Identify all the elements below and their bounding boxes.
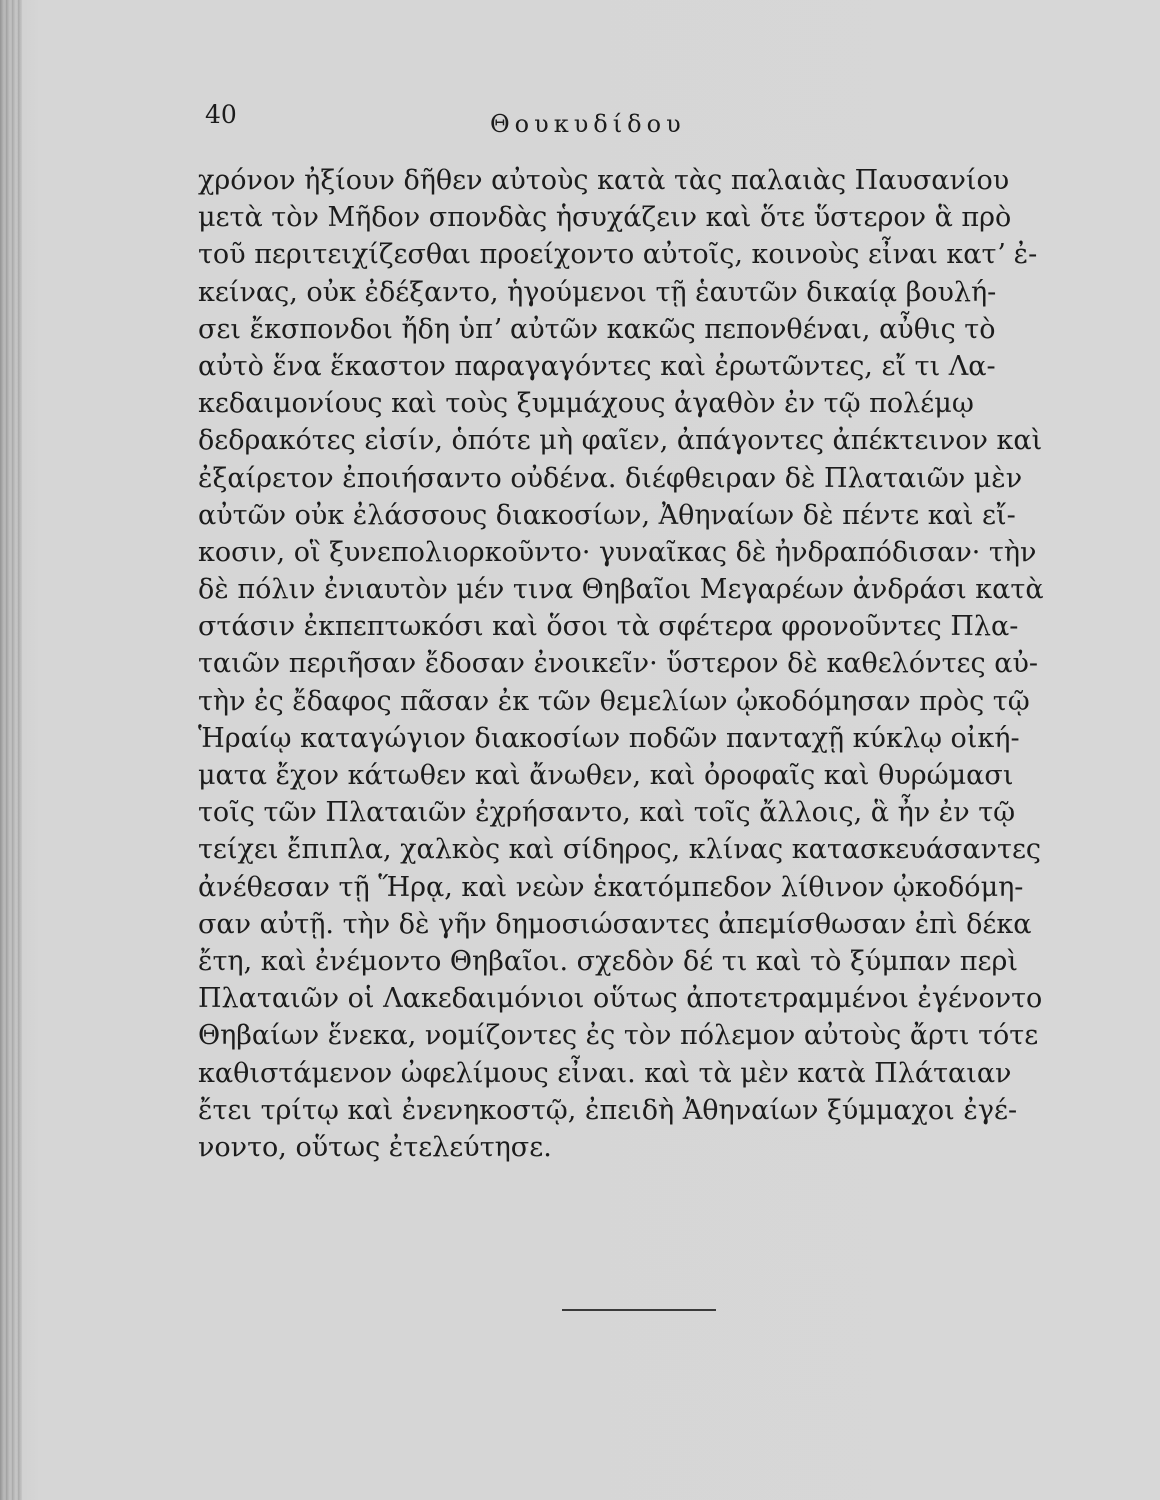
text-line: κοσιν, οἳ ξυνεπολιορκοῦντο· γυναῖκας δὲ ἠνδραπόδισαν· τὴν <box>198 536 1037 568</box>
page-edge <box>0 0 22 1500</box>
text-line: ἔτη, καὶ ἐνέμοντο Θηβαῖοι. σχεδὸν δέ τι καὶ τὸ ξύμπαν περὶ <box>198 945 1018 977</box>
end-rule <box>562 1309 716 1311</box>
text-line: Πλαταιῶν οἱ Λακεδαιμόνιοι οὕτως ἀποτετραμμένοι ἐγένοντο <box>198 983 1043 1015</box>
text-line: αὐτὸ ἕνα ἕκαστον παραγαγόντες καὶ ἐρωτῶντες, εἴ τι Λα- <box>198 350 996 382</box>
text-line: ἐξαίρετον ἐποιήσαντο οὐδένα. διέφθειραν δὲ Πλαταιῶν μὲν <box>198 462 1023 494</box>
text-line: αὐτῶν οὐκ ἐλάσσους διακοσίων, Ἀθηναίων δὲ πέντε καὶ εἴ- <box>198 499 1016 531</box>
text-line: μετὰ τὸν Μῆδον σπονδὰς ἡσυχάζειν καὶ ὅτε ὕστερον ἃ πρὸ <box>198 202 1012 234</box>
text-line: τοῦ περιτειχίζεσθαι προείχοντο αὐτοῖς, κοινοὺς εἶναι κατʼ ἐ- <box>198 239 1038 271</box>
text-line: Θηβαίων ἕνεκα, νομίζοντες ἐς τὸν πόλεμον αὐτοὺς ἄρτι τότε <box>198 1020 1039 1052</box>
text-line: ἀνέθεσαν τῇ Ἥρᾳ, καὶ νεὼν ἑκατόμπεδον λίθινον ᾠκοδόμη- <box>198 871 1024 903</box>
text-line: τείχει ἔπιπλα, χαλκὸς καὶ σίδηρος, κλίνας κατασκευάσαντες <box>198 834 1042 866</box>
text-line: στάσιν ἐκπεπτωκόσι καὶ ὅσοι τὰ σφέτερα φρονοῦντες Πλα- <box>198 611 1019 643</box>
text-line: ταιῶν περιῆσαν ἔδοσαν ἐνοικεῖν· ὕστερον δὲ καθελόντες αὐ- <box>198 648 1038 680</box>
text-line: σαν αὐτῇ. τὴν δὲ γῆν δημοσιώσαντες ἀπεμίσθωσαν ἐπὶ δέκα <box>198 908 1032 940</box>
text-line: σει ἔκσπονδοι ἤδη ὑπʼ αὐτῶν κακῶς πεπονθέναι, αὖθις τὸ <box>198 313 996 345</box>
text-line: Ἡραίῳ καταγώγιον διακοσίων ποδῶν πανταχῇ κύκλῳ οἰκή- <box>198 722 1020 754</box>
page-number: 40 <box>205 100 237 129</box>
text-line: ἔτει τρίτῳ καὶ ἐνενηκοστῷ, ἐπειδὴ Ἀθηναίων ξύμμαχοι ἐγέ- <box>198 1094 1018 1126</box>
text-line: δεδρακότες εἰσίν, ὁπότε μὴ φαῖεν, ἀπάγοντες ἀπέκτεινον καὶ <box>198 425 1043 457</box>
body-text <box>198 162 1044 1166</box>
running-title: Θουκυδίδου <box>490 110 686 138</box>
text-line: κείνας, οὐκ ἐδέξαντο, ἡγούμενοι τῇ ἑαυτῶν δικαίᾳ βουλή- <box>198 276 997 308</box>
text-line: κεδαιμονίους καὶ τοὺς ξυμμάχους ἀγαθὸν ἐν τῷ πολέμῳ <box>198 388 974 420</box>
text-line: τὴν ἐς ἔδαφος πᾶσαν ἐκ τῶν θεμελίων ᾠκοδόμησαν πρὸς τῷ <box>198 685 1030 717</box>
page-header <box>200 100 960 144</box>
text-line: καθιστάμενον ὠφελίμους εἶναι. καὶ τὰ μὲν κατὰ Πλάταιαν <box>198 1057 1012 1089</box>
text-line: τοῖς τῶν Πλαταιῶν ἐχρήσαντο, καὶ τοῖς ἄλλοις, ἃ ἦν ἐν τῷ <box>198 797 1016 829</box>
text-line: ματα ἔχον κάτωθεν καὶ ἄνωθεν, καὶ ὀροφαῖς καὶ θυρώμασι <box>198 760 1014 791</box>
text-line: χρόνον ἠξίουν δῆθεν αὐτοὺς κατὰ τὰς παλαιὰς Παυσανίου <box>198 165 1010 196</box>
text-line: δὲ πόλιν ἐνιαυτὸν μέν τινα Θηβαῖοι Μεγαρέων ἀνδράσι κατὰ <box>198 574 1044 606</box>
text-line: νοντο, οὕτως ἐτελεύτησε. <box>198 1131 552 1163</box>
